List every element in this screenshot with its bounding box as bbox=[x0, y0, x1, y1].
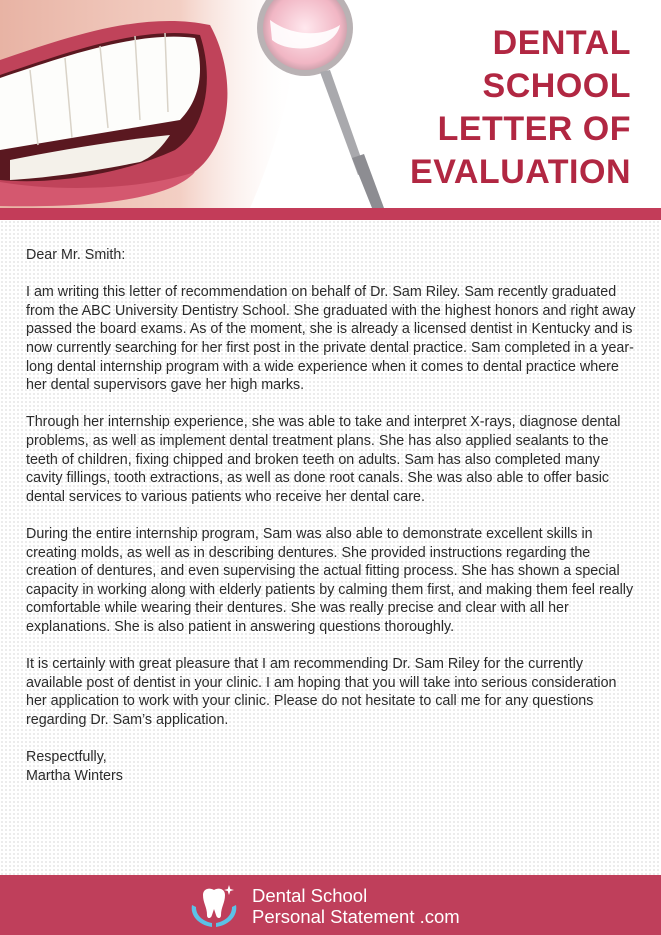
paragraph-4: It is certainly with great pleasure that I am recommending Dr. Sam Riley for the currently available post of dentist in your clinic. I am hoping that you will take into serious consideration her application to work with your clinic. Please do not hesitate to call me for any questions regarding Dr. Sam’s application. bbox=[26, 656, 617, 728]
closing: Respectfully, bbox=[26, 749, 107, 766]
header-divider-bar bbox=[0, 208, 661, 220]
brand-name bbox=[252, 885, 460, 927]
page-title bbox=[331, 22, 631, 194]
letter-body bbox=[26, 246, 638, 785]
paragraph-1: I am writing this letter of recommendation on behalf of Dr. Sam Riley. Sam recently graduated from the ABC University Dentistry School. She graduated with the highest honors and right away passed the board exams. As of the moment, she is already a licensed dentist in Kentucky and is now currently searching for her first post in the private dental practice. Sam completed in a year-long dental internship program with a wide experience when it comes to dental practice where her dental supervisors gave her high marks. bbox=[26, 284, 636, 394]
title-line-2: SCHOOL bbox=[482, 67, 631, 105]
header bbox=[0, 0, 661, 208]
salutation: Dear Mr. Smith: bbox=[26, 247, 126, 263]
title-line-1: DENTAL bbox=[492, 24, 631, 62]
tooth-in-hands-icon bbox=[188, 883, 240, 929]
brand-line-1: Dental School bbox=[252, 885, 368, 906]
footer bbox=[0, 875, 661, 935]
signature: Martha Winters bbox=[26, 767, 123, 784]
title-line-3: LETTER OF bbox=[437, 110, 631, 148]
brand-line-2: Personal Statement .com bbox=[252, 906, 460, 927]
paragraph-2: Through her internship experience, she was able to take and interpret X-rays, diagnose dental problems, as well as implement dental treatment plans. She has also applied sealants to the teeth of children, fixing chipped and broken teeth on adults. Sam has also completed many cavity fillings, tooth extractions, as well as done root canals. She was also able to offer basic dental services to various patients who receive her dental care. bbox=[26, 414, 621, 505]
title-line-4: EVALUATION bbox=[410, 153, 631, 191]
paragraph-3: During the entire internship program, Sam was also able to demonstrate excellent skills in creating molds, as well as in describing dentures. She provided instructions regarding the creation of dentures, and even supervising the actual fitting process. She has shown a special capacity in working along with elderly patients by calming them first, and making them feel really comfortable while wearing their dentures. She was really precise and clear with all her explanations. She is also patient in answering questions thoroughly. bbox=[26, 525, 634, 635]
